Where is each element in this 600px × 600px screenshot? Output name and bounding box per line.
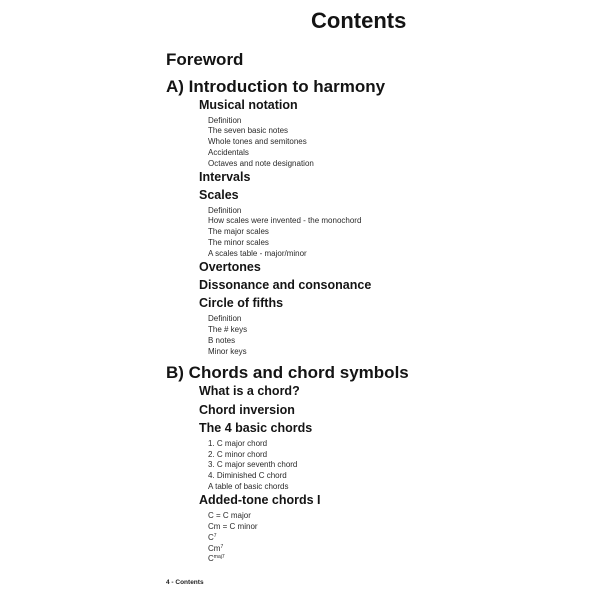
chord-name: C	[208, 554, 214, 563]
toc-item[interactable]: The major scales	[208, 227, 269, 236]
toc-item[interactable]: Octaves and note designation	[208, 159, 314, 168]
toc-musical-notation[interactable]: Musical notation	[199, 98, 298, 112]
toc-item[interactable]: 2. C minor chord	[208, 450, 268, 459]
toc-item[interactable]: Whole tones and semitones	[208, 137, 307, 146]
toc-section-b[interactable]: B) Chords and chord symbols	[166, 363, 409, 382]
chord-extension: 7	[220, 544, 224, 550]
page-title: Contents	[311, 8, 407, 33]
toc-item[interactable]	[208, 545, 223, 553]
chord-name: Cm = C minor	[208, 522, 258, 531]
toc-circle-of-fifths[interactable]: Circle of fifths	[199, 296, 284, 310]
toc-item[interactable]: Accidentals	[208, 148, 249, 157]
toc-item[interactable]: Definition	[208, 206, 242, 215]
toc-item[interactable]: Definition	[208, 116, 242, 125]
toc-item[interactable]: 4. Diminished C chord	[208, 471, 287, 480]
toc-item[interactable]	[208, 512, 251, 520]
chord-name: Cm	[208, 544, 221, 553]
toc-item[interactable]: The minor scales	[208, 238, 269, 247]
toc-item[interactable]: The seven basic notes	[208, 126, 289, 135]
toc-overtones[interactable]: Overtones	[199, 260, 261, 274]
chord-name: C = C major	[208, 511, 251, 520]
chord-extension: 7	[213, 533, 217, 539]
toc-item[interactable]: The # keys	[208, 325, 248, 334]
toc-scales[interactable]: Scales	[199, 188, 239, 202]
toc-item[interactable]: Definition	[208, 314, 242, 323]
page-footer: 4 - Contents	[166, 579, 204, 586]
toc-item[interactable]: Minor keys	[208, 347, 247, 356]
toc-dissonance[interactable]: Dissonance and consonance	[199, 278, 372, 292]
chord-name: C	[208, 533, 214, 542]
toc-item[interactable]: B notes	[208, 336, 236, 345]
toc-foreword[interactable]: Foreword	[166, 50, 244, 69]
toc-item[interactable]	[208, 555, 225, 563]
toc-item[interactable]: 1. C major chord	[208, 439, 268, 448]
toc-item[interactable]: How scales were invented - the monochord	[208, 216, 362, 225]
toc-item[interactable]: A scales table - major/minor	[208, 249, 307, 258]
toc-what-is-chord[interactable]: What is a chord?	[199, 384, 300, 398]
toc-added-tone-chords[interactable]: Added-tone chords I	[199, 493, 321, 507]
toc-item[interactable]	[208, 523, 258, 531]
toc-item[interactable]: A table of basic chords	[208, 482, 289, 491]
toc-item[interactable]: 3. C major seventh chord	[208, 460, 298, 469]
toc-section-a[interactable]: A) Introduction to harmony	[166, 77, 386, 96]
toc-chord-inversion[interactable]: Chord inversion	[199, 403, 295, 417]
toc-intervals[interactable]: Intervals	[199, 170, 251, 184]
toc-item[interactable]	[208, 534, 217, 542]
toc-basic-chords[interactable]: The 4 basic chords	[199, 421, 313, 435]
chord-extension: maj7	[213, 554, 225, 560]
